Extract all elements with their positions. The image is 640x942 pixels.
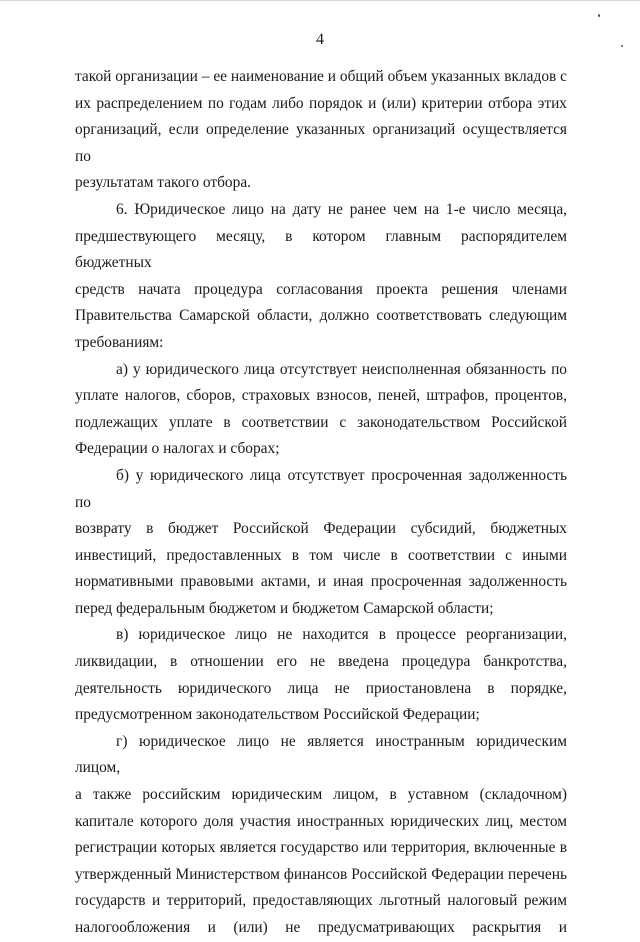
text-line: инвестиций, предоставленных в том числе в соответствии с иными (75, 546, 567, 564)
text-line: капитале которого доля участия иностранных юридических лиц, местом (75, 812, 567, 830)
text-line: результатам такого отбора. (75, 174, 252, 192)
paragraph-item-6 (75, 197, 567, 357)
text-line: требованиям: (75, 333, 164, 351)
text-line: г) юридическое лицо не является иностранным юридическим лицом, (75, 732, 567, 777)
text-line: деятельность юридического лица не приостановлена в порядке, (75, 679, 567, 697)
paragraph-organization-deposits (75, 64, 567, 197)
text-line: Федерации о налогах и сборах; (75, 440, 280, 458)
text-line: организаций, если определение указанных организаций осуществляется по (75, 121, 567, 165)
text-line: а также российским юридическим лицом, в уставном (складочном) (75, 786, 567, 804)
document-body (75, 64, 567, 942)
text-line: уплате налогов, сборов, страховых взносов, пеней, штрафов, процентов, (75, 387, 567, 405)
text-line: утвержденный Министерством финансов Российской Федерации перечень (75, 865, 567, 883)
text-line: нормативными правовыми актами, и иная просроченная задолженность (75, 573, 567, 591)
page-number: 4 (316, 31, 324, 48)
text-line: 6. Юридическое лицо на дату не ранее чем на 1-е число месяца, (116, 200, 567, 218)
text-line: а) у юридического лица отсутствует неисполненная обязанность по (116, 360, 567, 378)
text-line: подлежащих уплате в соответствии с законодательством Российской (75, 413, 567, 431)
text-line: их распределением по годам либо порядок и (или) критерии отбора этих (75, 94, 567, 112)
text-line: государств и территорий, предоставляющих льготный налоговый режим (75, 892, 567, 910)
text-line: налогообложения и (или) не предусматривающих раскрытия и (75, 919, 567, 936)
text-line: возврату в бюджет Российской Федерации субсидий, бюджетных (75, 520, 567, 538)
paragraph-item-v (75, 622, 567, 728)
paragraph-item-a (75, 357, 567, 463)
text-line: предшествующего месяцу, в котором главным распорядителем бюджетных (75, 227, 567, 272)
text-line: предусмотренном законодательством Российской Федерации; (75, 706, 480, 724)
text-line: перед федеральным бюджетом и бюджетом Самарской области; (75, 599, 494, 617)
scan-speck (598, 14, 600, 17)
text-line: ликвидации, в отношении его не введена процедура банкротства, (75, 653, 567, 671)
text-line: Правительства Самарской области, должно соответствовать следующим (75, 307, 567, 325)
text-line: регистрации которых является государство или территория, включенные в (75, 839, 567, 857)
text-line: в) юридическое лицо не находится в процессе реорганизации, (116, 626, 567, 644)
paragraph-item-b (75, 463, 567, 623)
scan-edge-line (0, 0, 640, 1)
text-line: такой организации – ее наименование и общий объем указанных вкладов с (75, 68, 567, 85)
text-line: средств начата процедура согласования проекта решения членами (75, 280, 567, 298)
paragraph-item-g (75, 729, 567, 942)
text-line: б) у юридического лица отсутствует просроченная задолженность по (75, 466, 567, 511)
